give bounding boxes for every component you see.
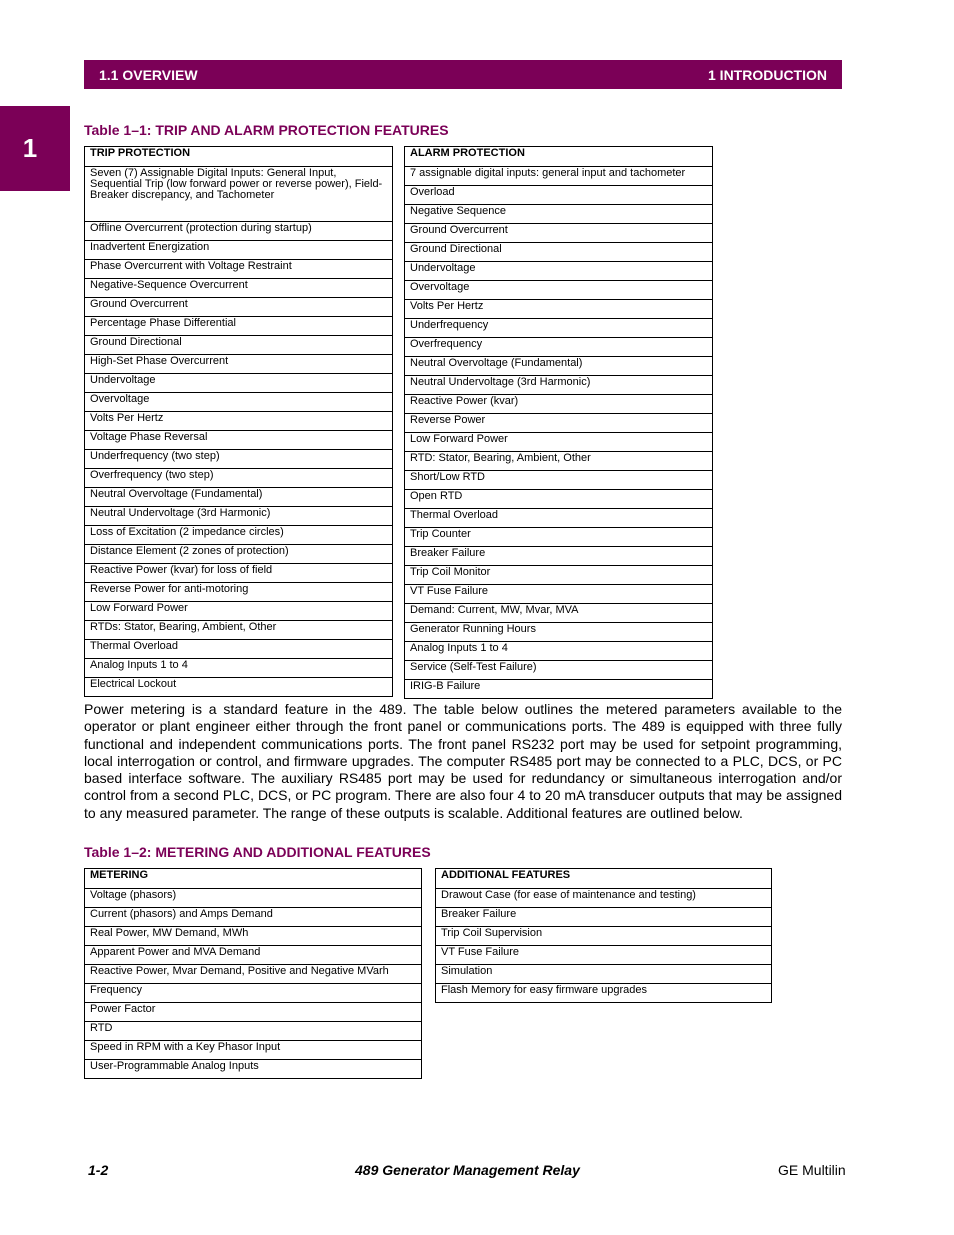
table-row: [85, 526, 393, 545]
table-cell: Open RTD: [405, 490, 713, 509]
table-row: [436, 965, 772, 984]
table-row: [85, 241, 393, 260]
table-row: [405, 281, 713, 300]
table-cell: Neutral Overvoltage (Fundamental): [85, 488, 393, 507]
table-cell: RTDs: Stator, Bearing, Ambient, Other: [85, 621, 393, 640]
table-row: [405, 547, 713, 566]
running-header: [84, 60, 842, 89]
table-cell: Current (phasors) and Amps Demand: [85, 908, 422, 927]
table-cell: Reverse Power for anti-motoring: [85, 583, 393, 602]
table-row: [405, 452, 713, 471]
table-cell: Reactive Power (kvar) for loss of field: [85, 564, 393, 583]
table-cell: Ground Overcurrent: [85, 298, 393, 317]
table-cell: VT Fuse Failure: [405, 585, 713, 604]
table-cell: Ground Overcurrent: [405, 224, 713, 243]
table-row: [405, 604, 713, 623]
table-row: [85, 678, 393, 697]
table-cell: Offline Overcurrent (protection during startup): [85, 222, 393, 241]
table-cell: Flash Memory for easy firmware upgrades: [436, 984, 772, 1003]
table-row: [436, 984, 772, 1003]
table-row: [405, 471, 713, 490]
table-row: [85, 908, 422, 927]
table-row: [405, 585, 713, 604]
table-cell: Generator Running Hours: [405, 623, 713, 642]
table-cell: Inadvertent Energization: [85, 241, 393, 260]
table-cell: Breaker Failure: [405, 547, 713, 566]
table-row: [85, 1003, 422, 1022]
table-row: [436, 889, 772, 908]
table-cell: Underfrequency: [405, 319, 713, 338]
table-cell: 7 assignable digital inputs: general input and tachometer: [405, 167, 713, 186]
table-cell: Trip Coil Supervision: [436, 927, 772, 946]
table-row: [85, 640, 393, 659]
table-row: [405, 623, 713, 642]
table-cell: Short/Low RTD: [405, 471, 713, 490]
table-row: [85, 222, 393, 241]
table-row: [405, 680, 713, 699]
additional-header: ADDITIONAL FEATURES: [436, 869, 772, 889]
table-row: [405, 224, 713, 243]
table-cell: Neutral Overvoltage (Fundamental): [405, 357, 713, 376]
table-row: [85, 659, 393, 678]
table-cell: Reactive Power, Mvar Demand, Positive and Negative MVarh: [85, 965, 422, 984]
table-row: [85, 431, 393, 450]
table-cell: Trip Coil Monitor: [405, 566, 713, 585]
table-row: [85, 336, 393, 355]
table-cell: RTD: [85, 1022, 422, 1041]
table-row: [436, 927, 772, 946]
table-cell: Analog Inputs 1 to 4: [405, 642, 713, 661]
table-cell: Overvoltage: [85, 393, 393, 412]
table-cell: Negative-Sequence Overcurrent: [85, 279, 393, 298]
chapter-tab: 1: [0, 106, 70, 191]
table-row: [85, 412, 393, 431]
table-cell: Drawout Case (for ease of maintenance and testing): [436, 889, 772, 908]
table-cell: Undervoltage: [85, 374, 393, 393]
table-cell: Simulation: [436, 965, 772, 984]
table-1-caption: Table 1–1: TRIP AND ALARM PROTECTION FEATURES: [84, 122, 449, 138]
trip-header: TRIP PROTECTION: [85, 147, 393, 167]
table-row: [405, 338, 713, 357]
table-row: [405, 528, 713, 547]
chapter-title: 1 INTRODUCTION: [708, 66, 827, 83]
table-row: [85, 602, 393, 621]
table-row: [85, 946, 422, 965]
table-cell: Power Factor: [85, 1003, 422, 1022]
table-row: [436, 908, 772, 927]
table-row: [405, 509, 713, 528]
alarm-protection-table: [404, 146, 713, 699]
table-cell: Neutral Undervoltage (3rd Harmonic): [85, 507, 393, 526]
table-row: [85, 1060, 422, 1079]
table-row: [405, 300, 713, 319]
body-paragraph: Power metering is a standard feature in the 489. The table below outlines the metered parameters available to the operator or plant engineer either through the front panel or communications ports. The 489 is equipped with three fully functional and independent communications ports. The front panel RS232 port may be used for setpoint programming, local interrogation or control, and firmware upgrades. The computer RS485 port may be connected to a PLC, DCS, or PC based interface software. The auxiliary RS485 port may be used for redundancy or simultaneous interrogation and/or control from a second PLC, DCS, or PC program. There are also four 4 to 20 mA transducer outputs that may be assigned to any measured parameter. The range of these outputs is scalable. Additional features are outlined below.: [84, 701, 842, 821]
table-row: [85, 469, 393, 488]
table-cell: User-Programmable Analog Inputs: [85, 1060, 422, 1079]
table-row: [85, 260, 393, 279]
table-row: [85, 317, 393, 336]
table-row: [85, 621, 393, 640]
table-row: [85, 889, 422, 908]
table-cell: RTD: Stator, Bearing, Ambient, Other: [405, 452, 713, 471]
table-row: [405, 357, 713, 376]
table-row: [85, 298, 393, 317]
table-row: [85, 450, 393, 469]
table-row: [85, 927, 422, 946]
table-cell: IRIG-B Failure: [405, 680, 713, 699]
table-row: [405, 642, 713, 661]
table-row: [405, 490, 713, 509]
section-title: 1.1 OVERVIEW: [99, 66, 198, 83]
table-cell: Volts Per Hertz: [405, 300, 713, 319]
table-cell: Demand: Current, MW, Mvar, MVA: [405, 604, 713, 623]
table-row: [85, 279, 393, 298]
table-cell: High-Set Phase Overcurrent: [85, 355, 393, 374]
table-row: [85, 393, 393, 412]
brand-name: GE Multilin: [778, 1162, 846, 1178]
table-cell: VT Fuse Failure: [436, 946, 772, 965]
table-cell: Volts Per Hertz: [85, 412, 393, 431]
table-cell: Overfrequency (two step): [85, 469, 393, 488]
table-row: [85, 355, 393, 374]
table-cell: Thermal Overload: [405, 509, 713, 528]
table-cell: Real Power, MW Demand, MWh: [85, 927, 422, 946]
table-cell: Frequency: [85, 984, 422, 1003]
table-row: [85, 1022, 422, 1041]
table-cell: Reverse Power: [405, 414, 713, 433]
table-row: [405, 205, 713, 224]
table-cell: Undervoltage: [405, 262, 713, 281]
table-cell: Low Forward Power: [405, 433, 713, 452]
table-cell: Reactive Power (kvar): [405, 395, 713, 414]
page-number: 1-2: [88, 1162, 109, 1178]
table-cell: Ground Directional: [85, 336, 393, 355]
table-row: [436, 946, 772, 965]
table-row: [405, 319, 713, 338]
table-row: [405, 433, 713, 452]
table-row: [405, 395, 713, 414]
table-cell: Underfrequency (two step): [85, 450, 393, 469]
table-cell: Speed in RPM with a Key Phasor Input: [85, 1041, 422, 1060]
table-cell: Service (Self-Test Failure): [405, 661, 713, 680]
table-cell: Low Forward Power: [85, 602, 393, 621]
table-row: [405, 186, 713, 205]
table-cell: Voltage (phasors): [85, 889, 422, 908]
table-row: [85, 488, 393, 507]
trip-protection-table: [84, 146, 393, 697]
table-row: [85, 564, 393, 583]
table-cell: Phase Overcurrent with Voltage Restraint: [85, 260, 393, 279]
table-cell: Apparent Power and MVA Demand: [85, 946, 422, 965]
table-cell: Neutral Undervoltage (3rd Harmonic): [405, 376, 713, 395]
table-cell: Loss of Excitation (2 impedance circles): [85, 526, 393, 545]
table-row: [85, 507, 393, 526]
table-row: [405, 566, 713, 585]
table-cell: Breaker Failure: [436, 908, 772, 927]
table-2-caption: Table 1–2: METERING AND ADDITIONAL FEATURES: [84, 844, 431, 860]
alarm-header: ALARM PROTECTION: [405, 147, 713, 167]
table-cell: Analog Inputs 1 to 4: [85, 659, 393, 678]
table-cell: Trip Counter: [405, 528, 713, 547]
table-row: [405, 661, 713, 680]
table-row: [405, 376, 713, 395]
table-cell: Ground Directional: [405, 243, 713, 262]
metering-header: METERING: [85, 869, 422, 889]
table-row: [405, 262, 713, 281]
table-cell: Distance Element (2 zones of protection): [85, 545, 393, 564]
table-row: [405, 243, 713, 262]
document-title: 489 Generator Management Relay: [355, 1162, 580, 1178]
table-row: [85, 167, 393, 222]
table-cell: Overvoltage: [405, 281, 713, 300]
table-row: [85, 545, 393, 564]
table-row: [85, 984, 422, 1003]
table-cell: Electrical Lockout: [85, 678, 393, 697]
table-cell: Overfrequency: [405, 338, 713, 357]
table-row: [85, 1041, 422, 1060]
table-row: [85, 965, 422, 984]
table-cell: Voltage Phase Reversal: [85, 431, 393, 450]
table-cell: Seven (7) Assignable Digital Inputs: General Input, Sequential Trip (low forward power or reverse power), Field-Breaker discrepancy, and Tachometer: [85, 167, 393, 222]
table-cell: Overload: [405, 186, 713, 205]
additional-features-table: [435, 868, 772, 1003]
table-row: [85, 374, 393, 393]
table-cell: Negative Sequence: [405, 205, 713, 224]
metering-table: [84, 868, 422, 1079]
table-cell: Percentage Phase Differential: [85, 317, 393, 336]
table-cell: Thermal Overload: [85, 640, 393, 659]
table-row: [85, 583, 393, 602]
table-row: [405, 414, 713, 433]
table-row: [405, 167, 713, 186]
